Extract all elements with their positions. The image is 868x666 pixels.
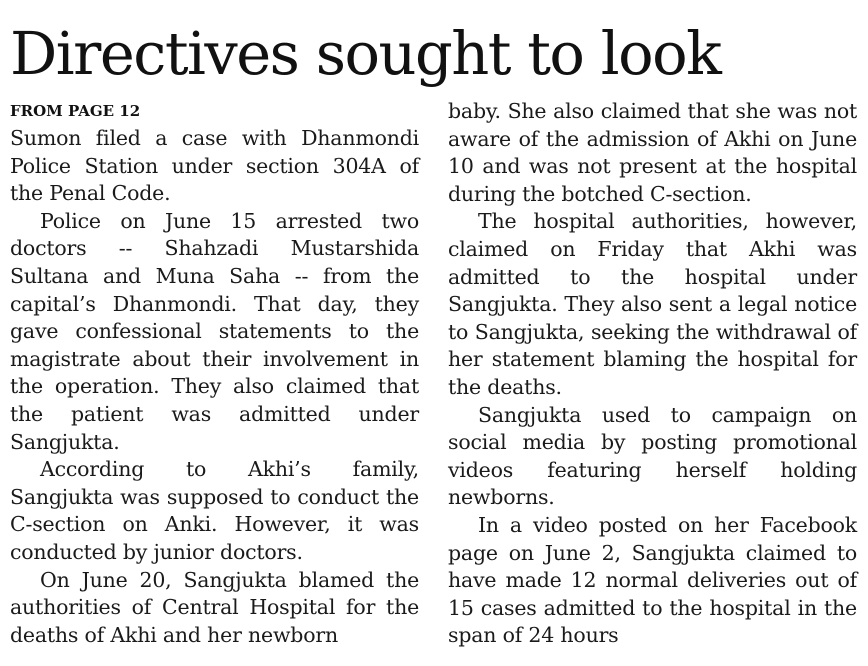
paragraph: According to Akhi’s family, Sangjukta was supposed to conduct the C-section on Anki. However, it was conducted by junior doctors. xyxy=(10,457,419,564)
paragraph: On June 20, Sangjukta blamed the authorities of Central Hospital for the deaths of Akhi and her newborn xyxy=(10,567,419,647)
paragraph: The hospital authorities, however, claimed on Friday that Akhi was admitted to the hospital under Sangjukta. They also sent a legal notice to Sangjukta, seeking the withdrawal of her statement blaming the hospital for the deaths. xyxy=(448,209,857,399)
paragraph: baby. She also claimed that she was not aware of the admission of Akhi on June 10 and was not present at the hospital during the botched C-section. xyxy=(448,99,857,206)
paragraph: In a video posted on her Facebook page on June 2, Sangjukta claimed to have made 12 normal deliveries out of 15 cases admitted to the hospital in the span of 24 hours xyxy=(448,512,857,648)
article-column-left xyxy=(10,98,419,649)
article-column-right xyxy=(448,98,857,650)
paragraph: Sumon filed a case with Dhanmondi Police Station under section 304A of the Penal Code. xyxy=(10,126,419,206)
headline: Directives sought to look xyxy=(10,19,721,88)
paragraph: Sangjukta used to campaign on social media by posting promotional videos featuring herself holding newborns. xyxy=(448,402,857,510)
paragraph: Police on June 15 arrested two doctors -- Shahzadi Mustarshida Sultana and Muna Saha -- from the capital’s Dhanmondi. That day, they gave confessional statements to the magistrate about their involvement in the operation. They also claimed that the patient was admitted under Sangjukta. xyxy=(10,208,419,454)
continuation-kicker: FROM PAGE 12 xyxy=(10,102,141,120)
